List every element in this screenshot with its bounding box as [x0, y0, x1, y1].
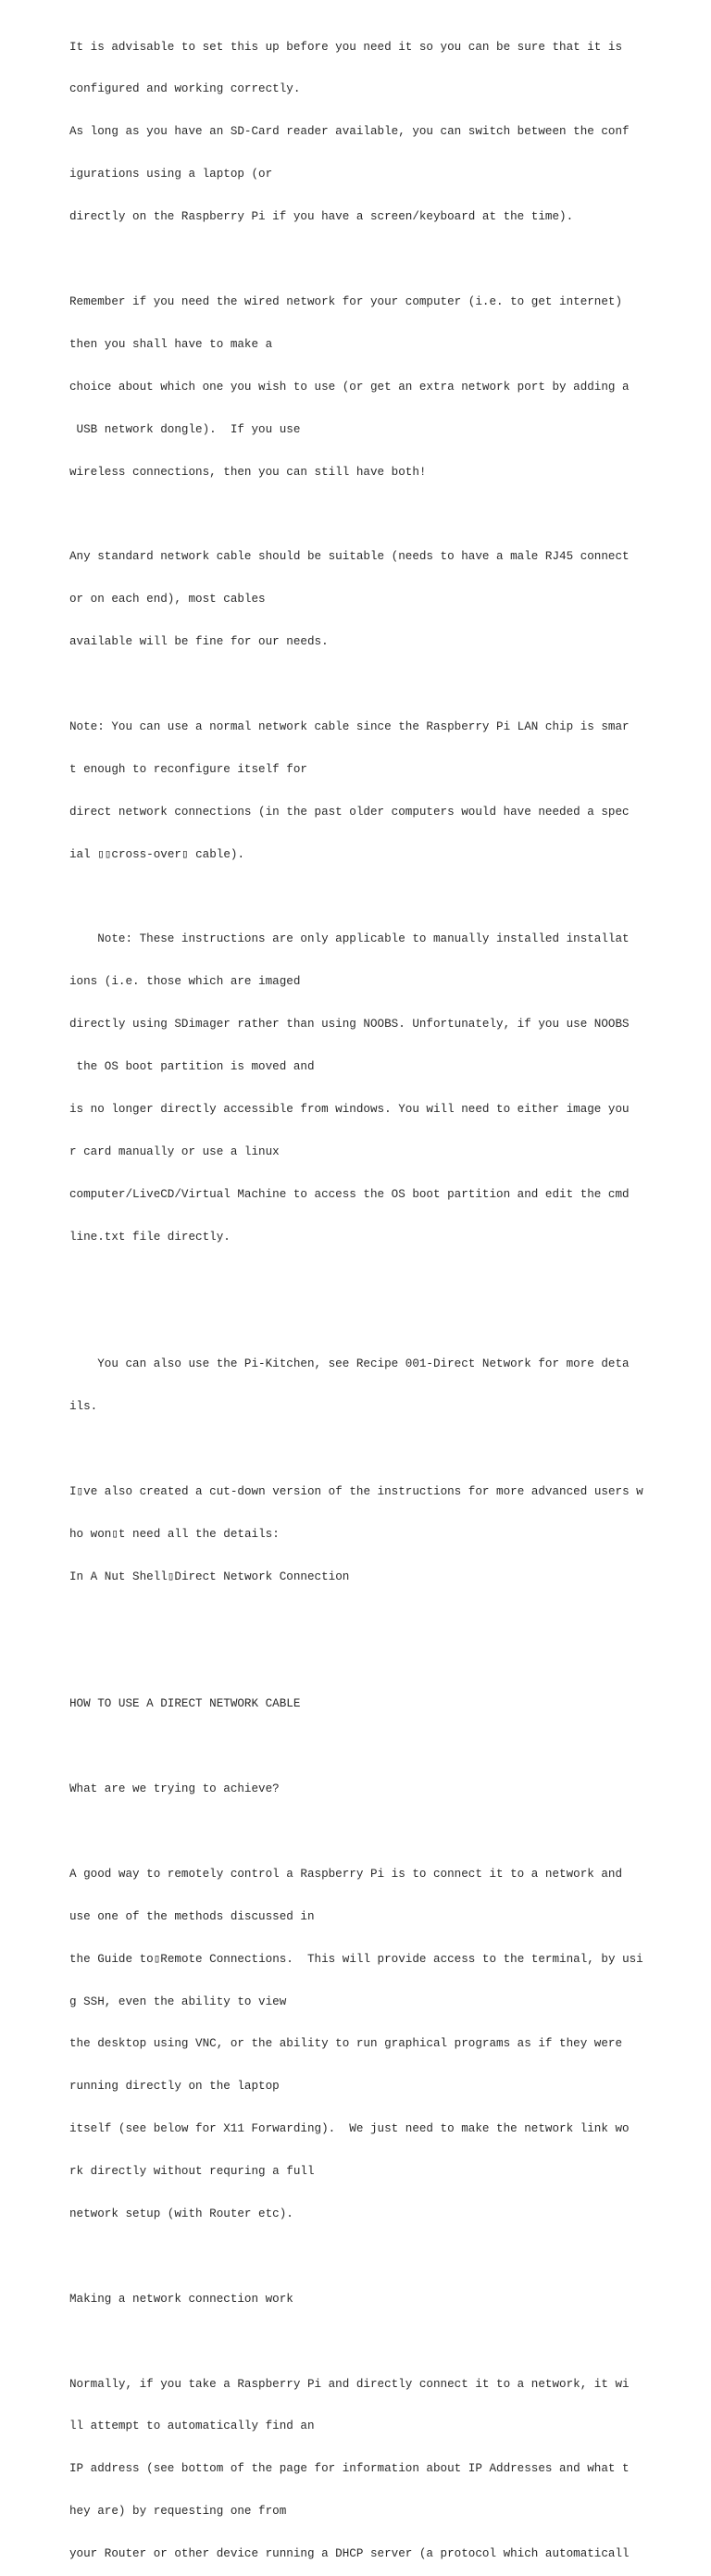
text-line — [69, 678, 699, 692]
text-line: is no longer directly accessible from windows. You will need to either image you — [69, 1102, 630, 1116]
text-line: You can also use the Pi-Kitchen, see Recipe 001-Direct Network for more deta — [69, 1357, 630, 1371]
text-line: running directly on the laptop — [69, 2080, 280, 2094]
text-line: t enough to reconfigure itself for — [69, 762, 307, 776]
text-line: Note: These instructions are only applicable to manually installed installat — [69, 932, 630, 946]
text-line: USB network dongle). If you use — [69, 422, 301, 436]
text-line: itself (see below for X11 Forwarding). We just need to make the network link wo — [69, 2122, 630, 2136]
text-line: network setup (with Router etc). — [69, 2207, 293, 2221]
text-line — [69, 507, 699, 521]
text-line: use one of the methods discussed in — [69, 1909, 315, 1923]
text-line: ils. — [69, 1400, 98, 1414]
text-line: directly on the Raspberry Pi if you have a screen/keyboard at the time). — [69, 210, 574, 224]
text-line: Normally, if you take a Raspberry Pi and directly connect it to a network, it wi — [69, 2377, 630, 2391]
text-line: ial ▯▯cross-over▯ cable). — [69, 847, 245, 861]
text-line: the desktop using VNC, or the ability to run graphical programs as if they were — [69, 2037, 623, 2051]
text-line: It is advisable to set this up before you need it so you can be sure that it is — [69, 40, 623, 54]
text-line: hey are) by requesting one from — [69, 2505, 287, 2519]
text-line: Note: You can use a normal network cable since the Raspberry Pi LAN chip is smar — [69, 719, 630, 733]
text-line: In A Nut Shell▯Direct Network Connection — [69, 1569, 350, 1583]
text-line — [69, 1315, 699, 1329]
text-line: configured and working correctly. — [69, 82, 301, 96]
text-line: Any standard network cable should be suitable (needs to have a male RJ45 connect — [69, 550, 630, 564]
text-line: wireless connections, then you can still have both! — [69, 465, 427, 479]
text-line: or on each end), most cables — [69, 593, 266, 606]
text-line: ll attempt to automatically find an — [69, 2420, 315, 2433]
text-line: I▯ve also created a cut-down version of the instructions for more advanced users w — [69, 1484, 643, 1498]
section-heading: HOW TO USE A DIRECT NETWORK CABLE — [69, 1697, 301, 1711]
text-line: rk directly without requring a full — [69, 2165, 315, 2179]
text-line — [69, 1740, 699, 1754]
text-line: then you shall have to make a — [69, 337, 273, 351]
text-line: direct network connections (in the past older computers would have needed a spec — [69, 805, 630, 819]
text-line: igurations using a laptop (or — [69, 168, 273, 181]
text-line — [69, 2335, 699, 2349]
text-line: line.txt file directly. — [69, 1230, 231, 1244]
text-line: choice about which one you wish to use (or get an extra network port by adding a — [69, 380, 630, 394]
text-line: r card manually or use a linux — [69, 1144, 280, 1158]
text-line — [69, 253, 699, 267]
document-text — [69, 12, 699, 2576]
text-line: the OS boot partition is moved and — [69, 1059, 315, 1073]
text-line — [69, 890, 699, 904]
text-line: computer/LiveCD/Virtual Machine to access the OS boot partition and edit the cmd — [69, 1187, 630, 1201]
text-line: available will be fine for our needs. — [69, 635, 329, 649]
subheading: Making a network connection work — [69, 2292, 293, 2306]
text-line — [69, 1825, 699, 1839]
text-line: ions (i.e. those which are imaged — [69, 975, 301, 989]
text-line — [69, 1272, 699, 1286]
text-line: the Guide to▯Remote Connections. This will provide access to the terminal, by usi — [69, 1952, 643, 1966]
subheading: What are we trying to achieve? — [69, 1782, 280, 1796]
text-line — [69, 1655, 699, 1669]
text-line: your Router or other device running a DHCP server (a protocol which automaticall — [69, 2547, 630, 2561]
text-line: A good way to remotely control a Raspberry Pi is to connect it to a network and — [69, 1867, 623, 1881]
text-line — [69, 1443, 699, 1457]
text-line: IP address (see bottom of the page for information about IP Addresses and what t — [69, 2462, 630, 2476]
text-line: Remember if you need the wired network for your computer (i.e. to get internet) — [69, 294, 623, 308]
text-line: ho won▯t need all the details: — [69, 1527, 280, 1541]
text-line — [69, 1613, 699, 1627]
text-line — [69, 2250, 699, 2264]
text-line: directly using SDimager rather than using NOOBS. Unfortunately, if you use NOOBS — [69, 1018, 630, 1032]
text-line: g SSH, even the ability to view — [69, 1995, 287, 2008]
text-line: As long as you have an SD-Card reader available, you can switch between the conf — [69, 125, 630, 139]
